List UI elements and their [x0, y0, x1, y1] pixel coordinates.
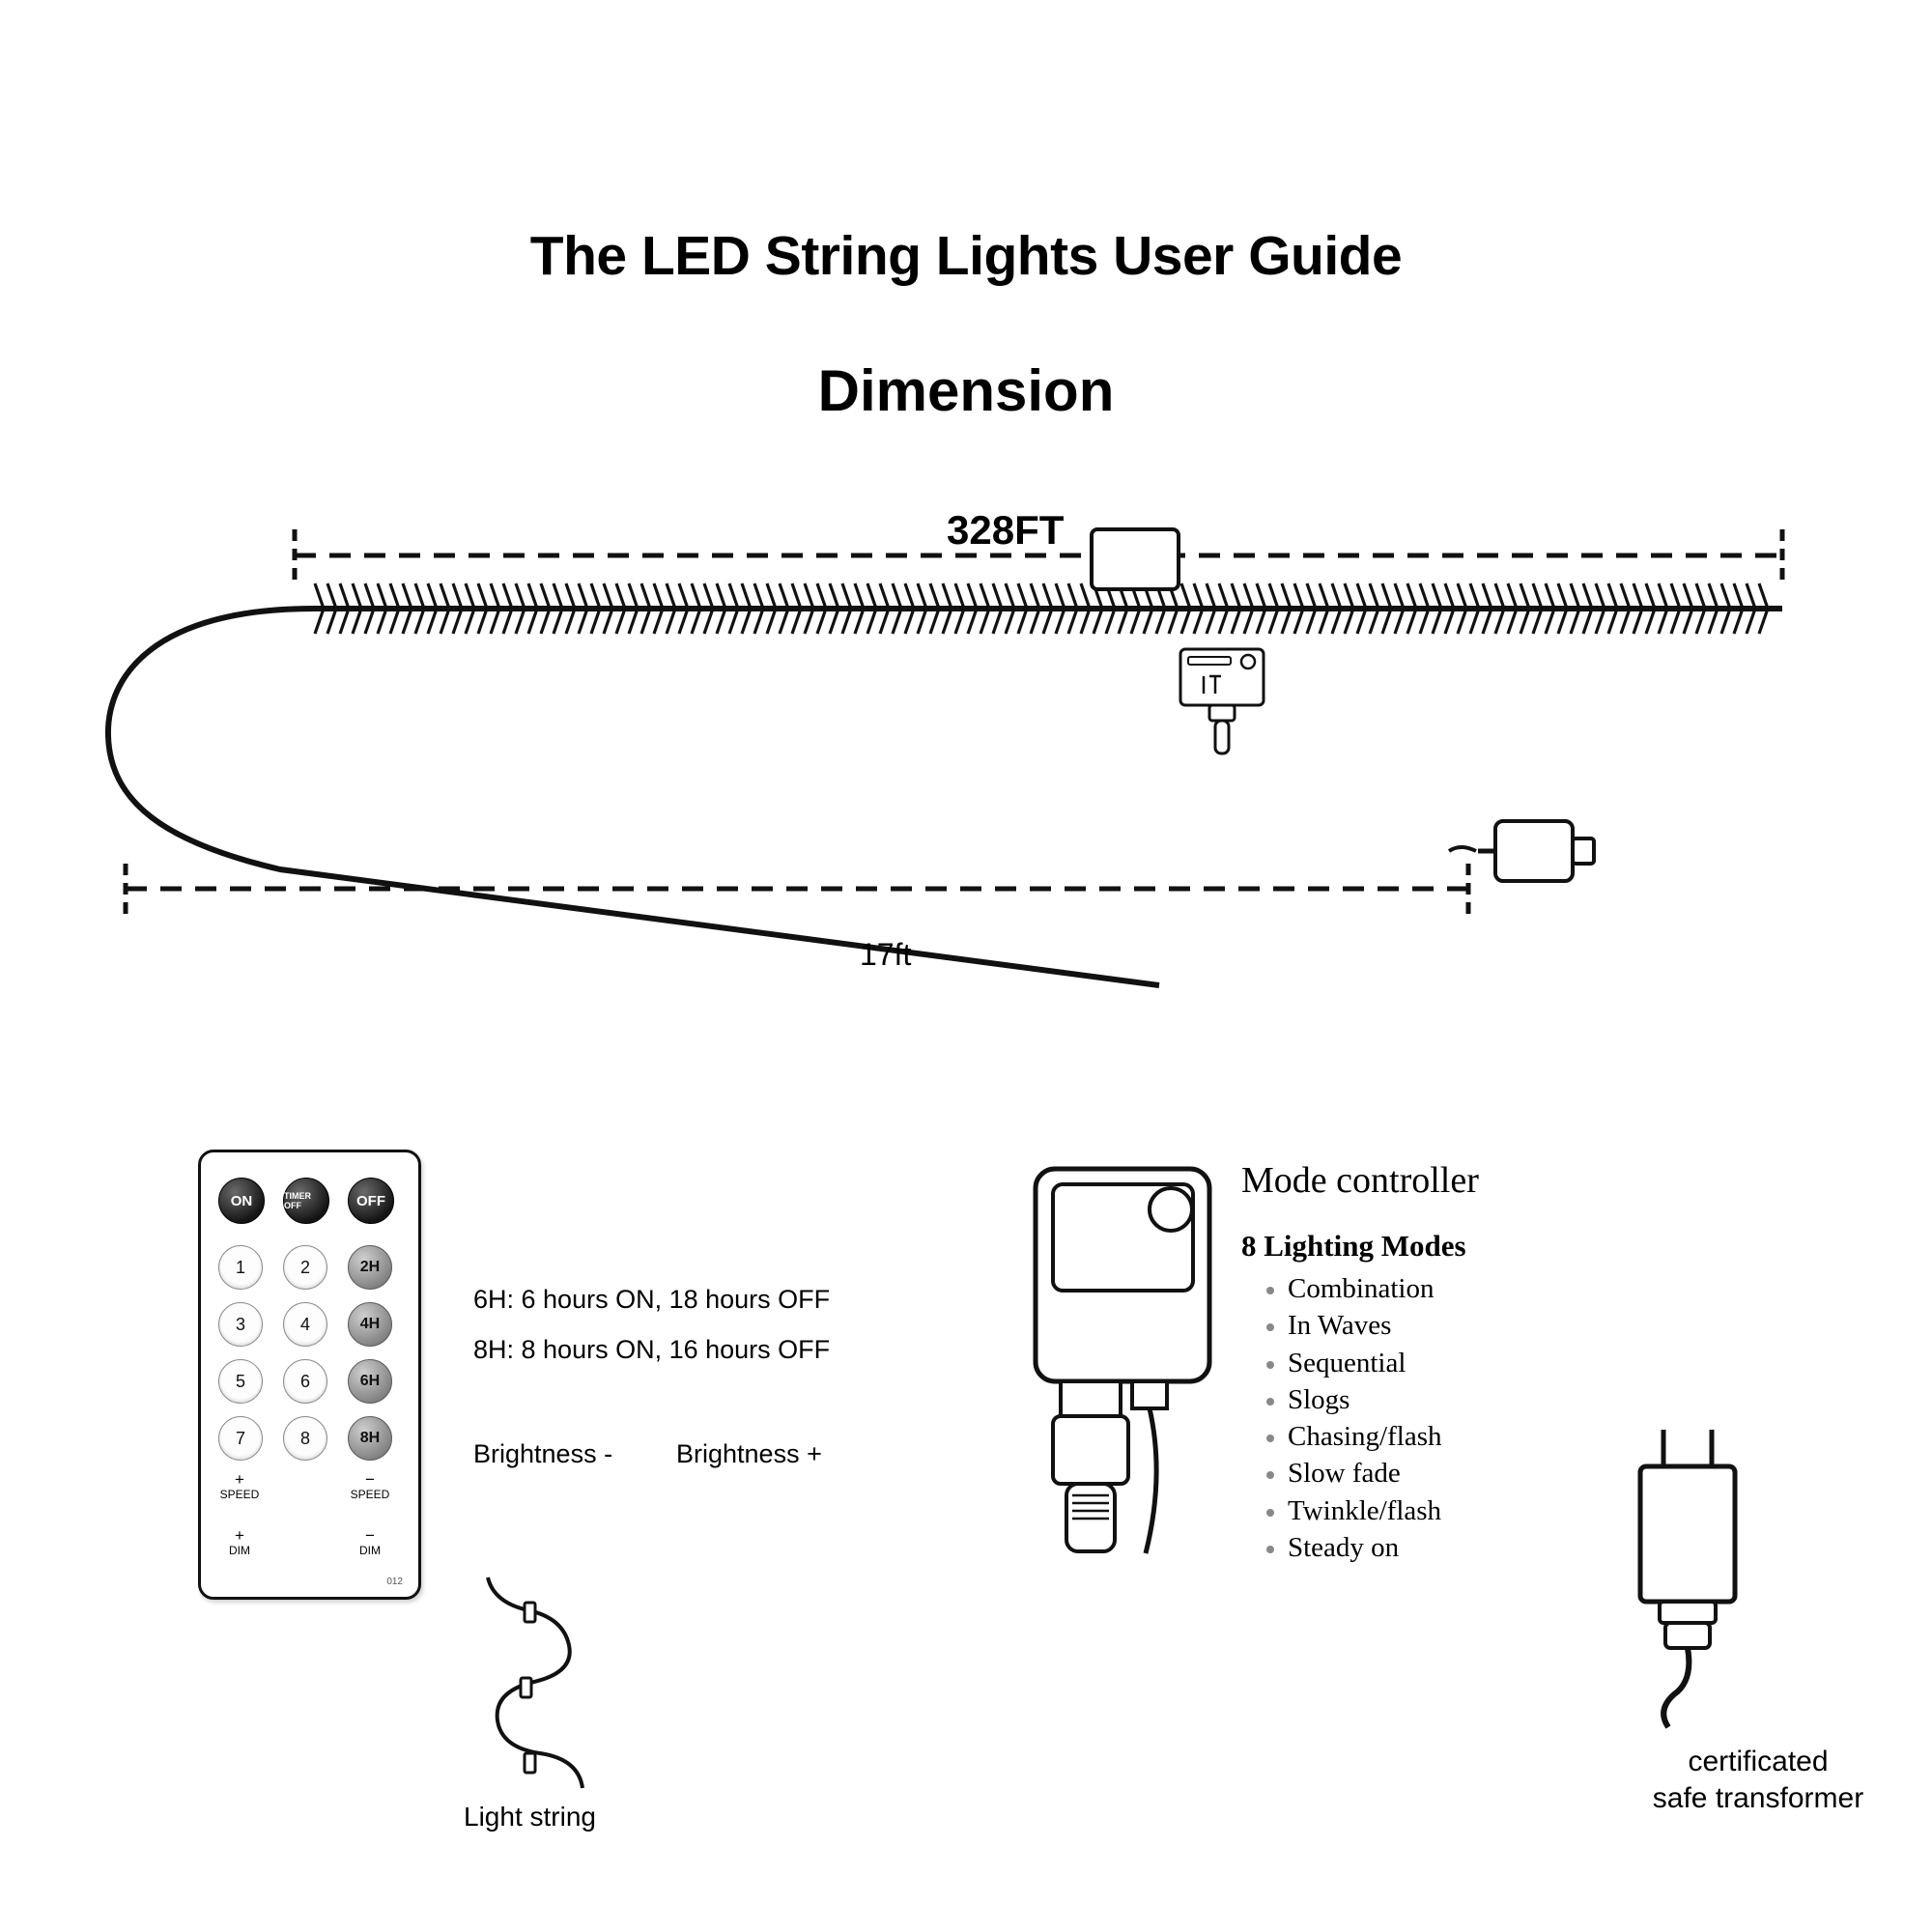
speed-down-symbol: −	[365, 1470, 375, 1489]
remote-speed-up[interactable]	[211, 1471, 269, 1500]
list-item: • Chasing/flash	[1288, 1418, 1442, 1455]
lead-length-label: 17ft	[860, 937, 912, 972]
dimension-svg	[97, 483, 1855, 1024]
remote-button-timer-off[interactable]: TIMER OFF	[283, 1178, 329, 1224]
remote-button-7[interactable]: 7	[218, 1416, 263, 1461]
inline-controller-detail	[1167, 645, 1283, 781]
remote-button-2h[interactable]: 2H	[348, 1245, 392, 1290]
total-length-label: 328FT	[947, 507, 1065, 553]
remote-speed-down[interactable]	[341, 1471, 399, 1500]
remote-button-off[interactable]: OFF	[348, 1178, 394, 1224]
remote-control[interactable]	[198, 1150, 421, 1600]
label-brightness-plus: Brightness +	[676, 1439, 822, 1468]
remote-button-2[interactable]: 2	[283, 1245, 327, 1290]
remote-dim-up[interactable]	[211, 1527, 269, 1556]
speed-up-label: SPEED	[219, 1487, 260, 1501]
remote-model-code: 012	[386, 1577, 403, 1587]
remote-button-4h[interactable]: 4H	[348, 1302, 392, 1347]
lighting-modes-heading: 8 Lighting Modes	[1241, 1229, 1466, 1263]
list-item: • In Waves	[1288, 1307, 1442, 1344]
note-timer-6h: 6H: 6 hours ON, 18 hours OFF	[473, 1285, 831, 1314]
dim-down-label: DIM	[359, 1543, 381, 1557]
list-item: • Slow fade	[1288, 1455, 1442, 1492]
transformer-caption-line2: safe transformer	[1652, 1782, 1864, 1815]
dimension-diagram	[97, 483, 1855, 1024]
note-timer-8h: 8H: 8 hours ON, 16 hours OFF	[473, 1335, 831, 1364]
section-title-dimension: Dimension	[817, 358, 1115, 423]
lighting-modes-list	[1251, 1270, 1442, 1566]
speed-down-label: SPEED	[350, 1487, 390, 1501]
list-item: • Twinkle/flash	[1288, 1492, 1442, 1529]
remote-button-6h[interactable]: 6H	[348, 1359, 392, 1404]
transformer-image	[1604, 1420, 1816, 1739]
transformer-caption-line1: certificated	[1688, 1746, 1829, 1777]
list-item: • Combination	[1288, 1270, 1442, 1307]
light-string-icon	[478, 1570, 594, 1792]
list-item: • Slogs	[1288, 1381, 1442, 1418]
speed-up-symbol: +	[235, 1470, 244, 1489]
remote-button-on[interactable]: ON	[218, 1178, 265, 1224]
remote-button-1[interactable]: 1	[218, 1245, 263, 1290]
label-brightness-minus: Brightness -	[473, 1439, 613, 1468]
dim-down-symbol: −	[365, 1526, 375, 1545]
remote-button-5[interactable]: 5	[218, 1359, 263, 1404]
remote-button-6[interactable]: 6	[283, 1359, 327, 1404]
list-item: • Sequential	[1288, 1345, 1442, 1381]
remote-button-8[interactable]: 8	[283, 1416, 327, 1461]
remote-button-8h[interactable]: 8H	[348, 1416, 392, 1461]
remote-dim-down[interactable]	[341, 1527, 399, 1556]
page-title: The LED String Lights User Guide	[529, 225, 1403, 287]
list-item: • Steady on	[1288, 1529, 1442, 1566]
mode-controller-title: Mode controller	[1241, 1160, 1479, 1201]
dim-up-label: DIM	[229, 1543, 250, 1557]
inline-controller-box	[1092, 529, 1179, 589]
mode-controller-image	[1024, 1159, 1265, 1662]
dim-up-symbol: +	[235, 1526, 244, 1545]
remote-button-3[interactable]: 3	[218, 1302, 263, 1347]
transformer-caption	[1599, 1744, 1918, 1818]
remote-button-4[interactable]: 4	[283, 1302, 327, 1347]
light-string-caption: Light string	[464, 1802, 596, 1832]
